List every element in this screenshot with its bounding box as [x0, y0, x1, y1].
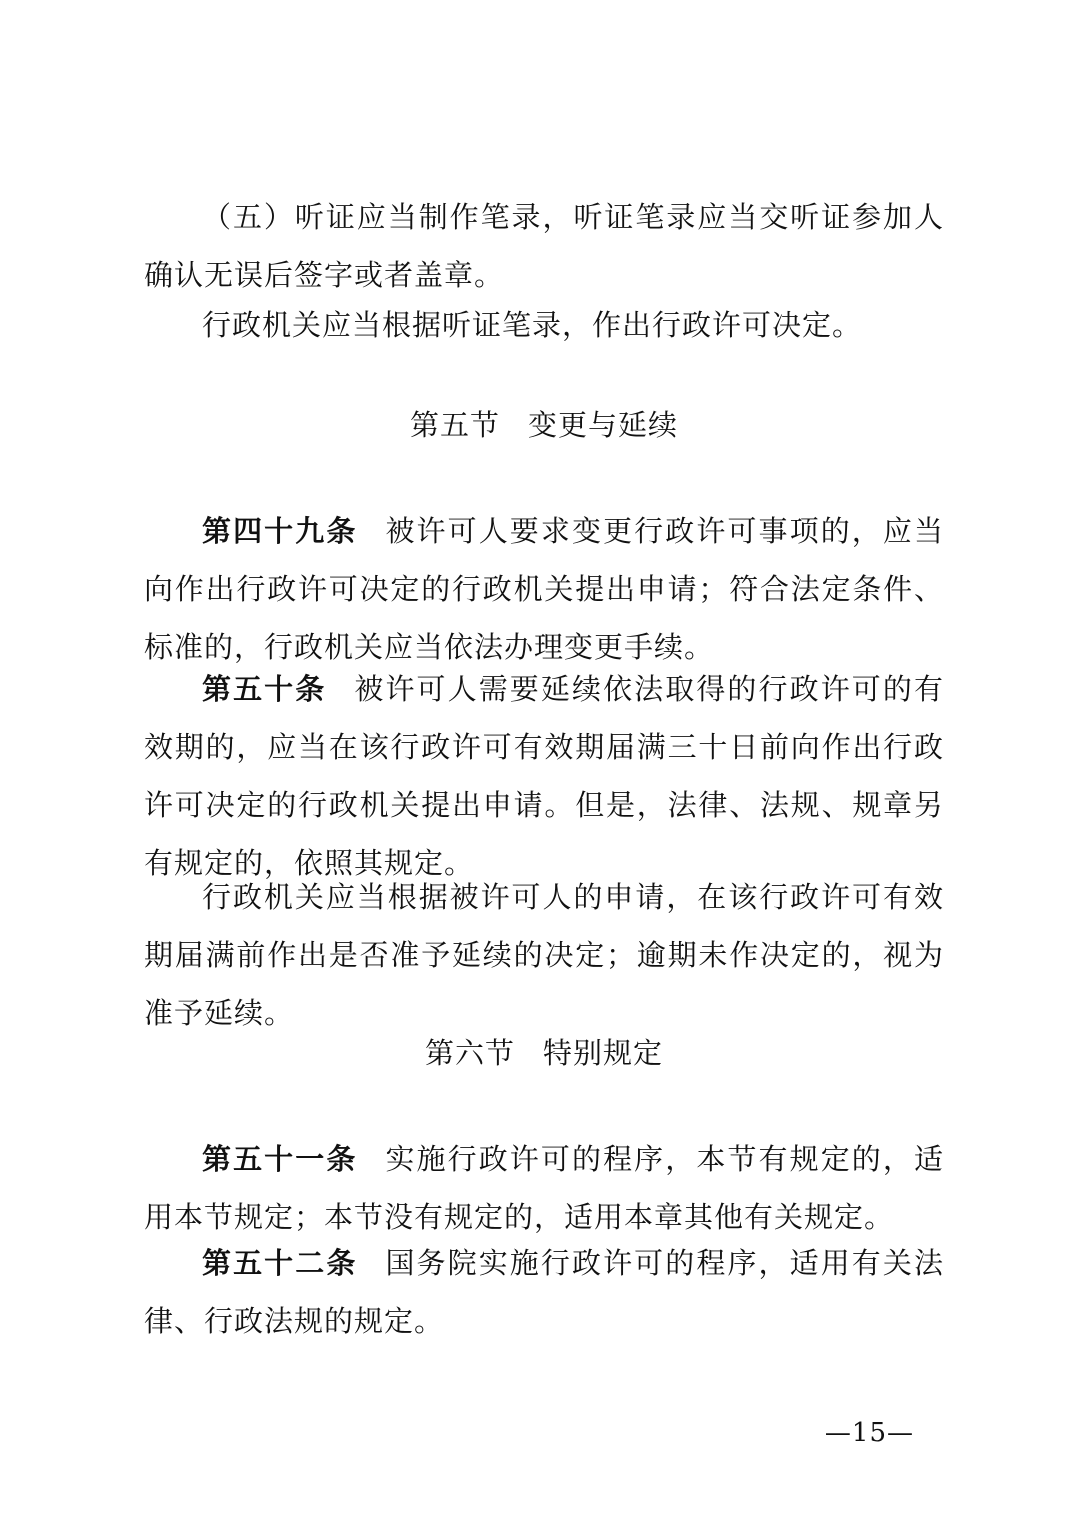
article-50: [144, 660, 944, 892]
article-text: 国务院实施行政许可的程序，适用有关法律、行政法规的规定。: [144, 1246, 944, 1338]
paragraph-hearing-record: [144, 188, 944, 304]
page-number: —15—: [824, 1418, 914, 1448]
article-49: [144, 502, 944, 676]
section-title: 变更与延续: [528, 408, 679, 442]
section-number: 第六节: [424, 1036, 515, 1070]
section-heading-5: [144, 396, 944, 454]
paragraph-text: （五）听证应当制作笔录，听证笔录应当交听证参加人确认无误后签字或者盖章。: [144, 200, 944, 292]
paragraph-text: 行政机关应当根据听证笔录，作出行政许可决定。: [202, 308, 863, 342]
section-number: 第五节: [409, 408, 500, 442]
article-number: 第五十二条: [202, 1246, 358, 1280]
paragraph-hearing-decision: [144, 296, 944, 354]
article-number: 第四十九条: [202, 514, 358, 548]
article-text: 被许可人需要延续依法取得的行政许可的有效期的，应当在该行政许可有效期届满三十日前向作出行政许可决定的行政机关提出申请。但是，法律、法规、规章另有规定的，依照其规定。: [144, 672, 944, 880]
paragraph-text: 行政机关应当根据被许可人的申请，在该行政许可有效期届满前作出是否准予延续的决定；逾期未作决定的，视为准予延续。: [144, 880, 944, 1030]
article-number: 第五十条: [202, 672, 327, 706]
article-51: [144, 1130, 944, 1246]
article-52: [144, 1234, 944, 1350]
article-text: 实施行政许可的程序，本节有规定的，适用本节规定；本节没有规定的，适用本章其他有关规定。: [144, 1142, 944, 1234]
article-50-paragraph-2: [144, 868, 944, 1042]
article-number: 第五十一条: [202, 1142, 358, 1176]
section-title: 特别规定: [543, 1036, 664, 1070]
section-heading-6: [144, 1024, 944, 1082]
article-text: 被许可人要求变更行政许可事项的，应当向作出行政许可决定的行政机关提出申请；符合法定条件、标准的，行政机关应当依法办理变更手续。: [144, 514, 944, 664]
